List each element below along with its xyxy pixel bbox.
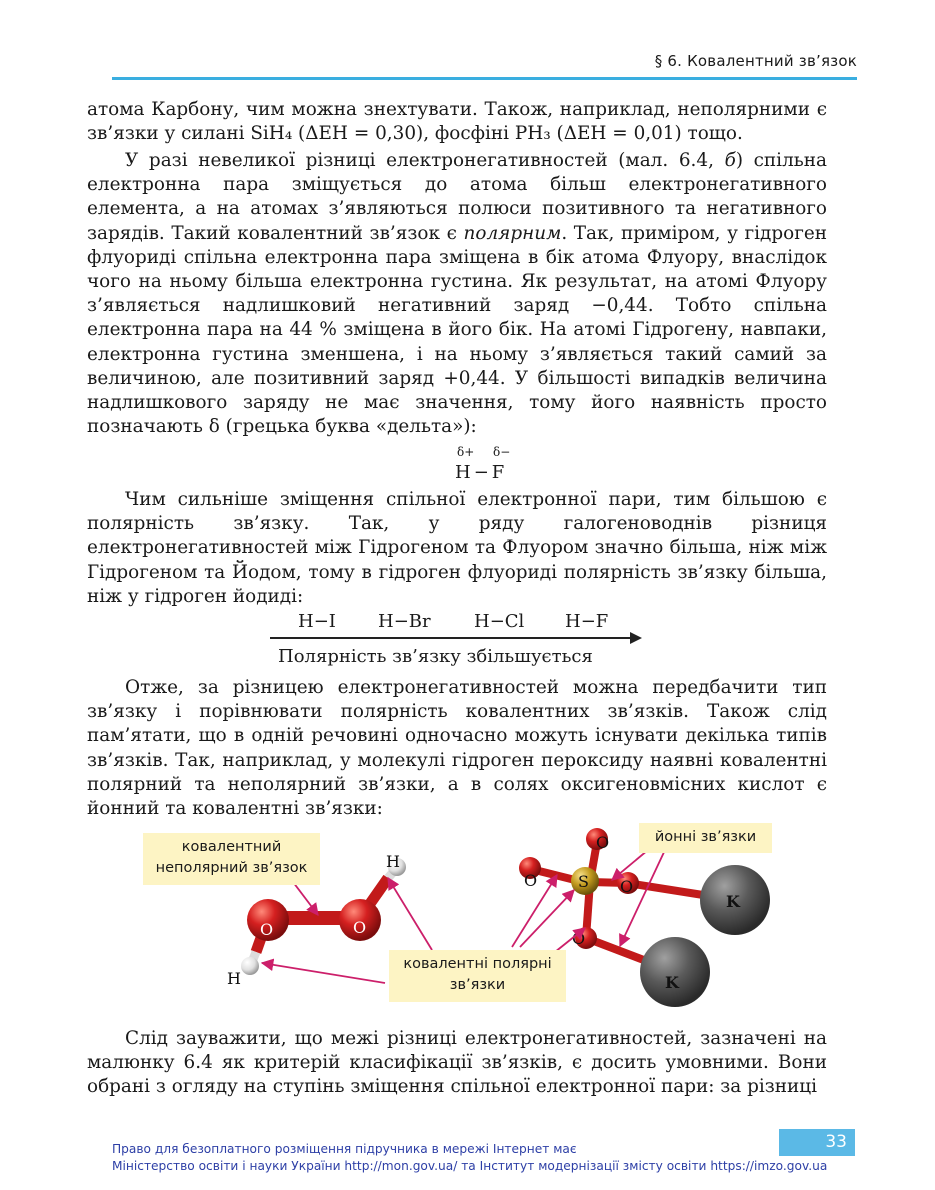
atom-label-o: O bbox=[353, 918, 367, 937]
header-rule bbox=[112, 77, 857, 80]
series-item: H−Cl bbox=[474, 611, 525, 632]
callout-polar-bonds: ковалентні полярні зв’язки bbox=[389, 950, 566, 1002]
page-number: 33 bbox=[779, 1129, 855, 1156]
callout-nonpolar-bond: ковалентний неполярний зв’язок bbox=[143, 833, 320, 885]
series-item: H−F bbox=[565, 611, 609, 632]
series-item: H−I bbox=[298, 611, 336, 632]
atom-label-o: O bbox=[572, 929, 586, 948]
paragraph-5: Слід зауважити, що межі різниці електронегативностей, зазначені на малюнку 6.4 як критерій класифікації зв’язків, є досить умовними. Вони обрані з огляду на ступінь зміщення спільної електронної пари: за різниці bbox=[87, 1028, 827, 1098]
atom-label-o: O bbox=[524, 871, 538, 890]
atom-label-h: H bbox=[227, 969, 241, 988]
atom-label-o: O bbox=[596, 833, 610, 852]
footer-notice bbox=[112, 1141, 827, 1175]
paragraph-3: Чим сильніше зміщення спільної електронної пари, тим більшою є полярність зв’язку. Так, у ряду галогеноводнів різниця електронегативностей між Гідрогеном та Флуором значно більша, ніж між Гідрогеном та Йодом, тому в гідроген флуориді полярність зв’язку більша, ніж у гідроген йодиді: bbox=[87, 489, 827, 607]
atom-label-h: H bbox=[386, 852, 400, 871]
atom-label-o: O bbox=[260, 920, 274, 939]
series-item: H−Br bbox=[378, 611, 431, 632]
paragraph-1: атома Карбону, чим можна знехтувати. Також, наприклад, неполярними є зв’язки у силані SiH₄ (ΔЕН = 0,30), фосфіні PH₃ (ΔЕН = 0,01) тощо. bbox=[87, 99, 827, 145]
atom-label-o: O bbox=[620, 877, 634, 896]
paragraph-2: У разі невеликої різниці електронегативностей (мал. 6.4, б) спільна електронна пара зміщується до атома більш електронегативного елемента, а на атомах з’являються полюси позитивного та негативного зарядів. Такий ковалентний зв’язок є полярним. Так, приміром, у гідроген флуориді спільна електронна пара зміщена в бік атома Флуору, внаслідок чого на ньому більша електронна густина. Як результат, на атомі Флуору з’являється надлишковий негативний заряд −0,44. Тобто спільна електронна пара на 44 % зміщена в його бік. На атомі Гідрогену, навпаки, електронна густина зменшена, і на ньому з’являється такий самий за величиною, але позитивний заряд +0,44. У більшості випадків величина надлишкового заряду не має значення, тому його наявність просто позначають δ (грецька буква «дельта»): bbox=[87, 150, 827, 438]
footer-line-1: Право для безоплатного розміщення підручника в мережі Інтернет має bbox=[112, 1142, 577, 1156]
formula-dash: − bbox=[473, 462, 489, 483]
callout-ionic-bonds: йонні зв’язки bbox=[639, 823, 772, 853]
atom-label-k: K bbox=[726, 892, 740, 911]
formula-h: H bbox=[455, 462, 471, 483]
delta-plus: δ+ bbox=[457, 445, 475, 459]
delta-minus: δ− bbox=[493, 445, 511, 459]
series-arrow-line bbox=[270, 637, 632, 639]
running-header: § 6. Ковалентний зв’язок bbox=[654, 52, 857, 70]
atom-label-s: S bbox=[578, 872, 589, 891]
series-caption: Полярність зв’язку збільшується bbox=[278, 646, 593, 667]
footer-line-2: Міністерство освіти і науки України http://mon.gov.ua/ та Інститут модернізації змісту освіти https://imzo.gov.ua bbox=[112, 1159, 828, 1173]
arrow-right-icon bbox=[630, 632, 642, 644]
paragraph-4: Отже, за різницею електронегативностей можна передбачити тип зв’язку і порівнювати полярність ковалентних зв’язків. Також слід пам’ятати, що в одній речовині одночасно можуть існувати декілька типів зв’язків. Так, наприклад, у молекулі гідроген пероксиду наявні ковалентні полярний та неполярний зв’язки, а в солях оксигеновмісних кислот є йонний та ковалентні зв’язки: bbox=[87, 677, 827, 820]
formula-f: F bbox=[491, 462, 505, 483]
atom-label-k: K bbox=[665, 973, 679, 992]
